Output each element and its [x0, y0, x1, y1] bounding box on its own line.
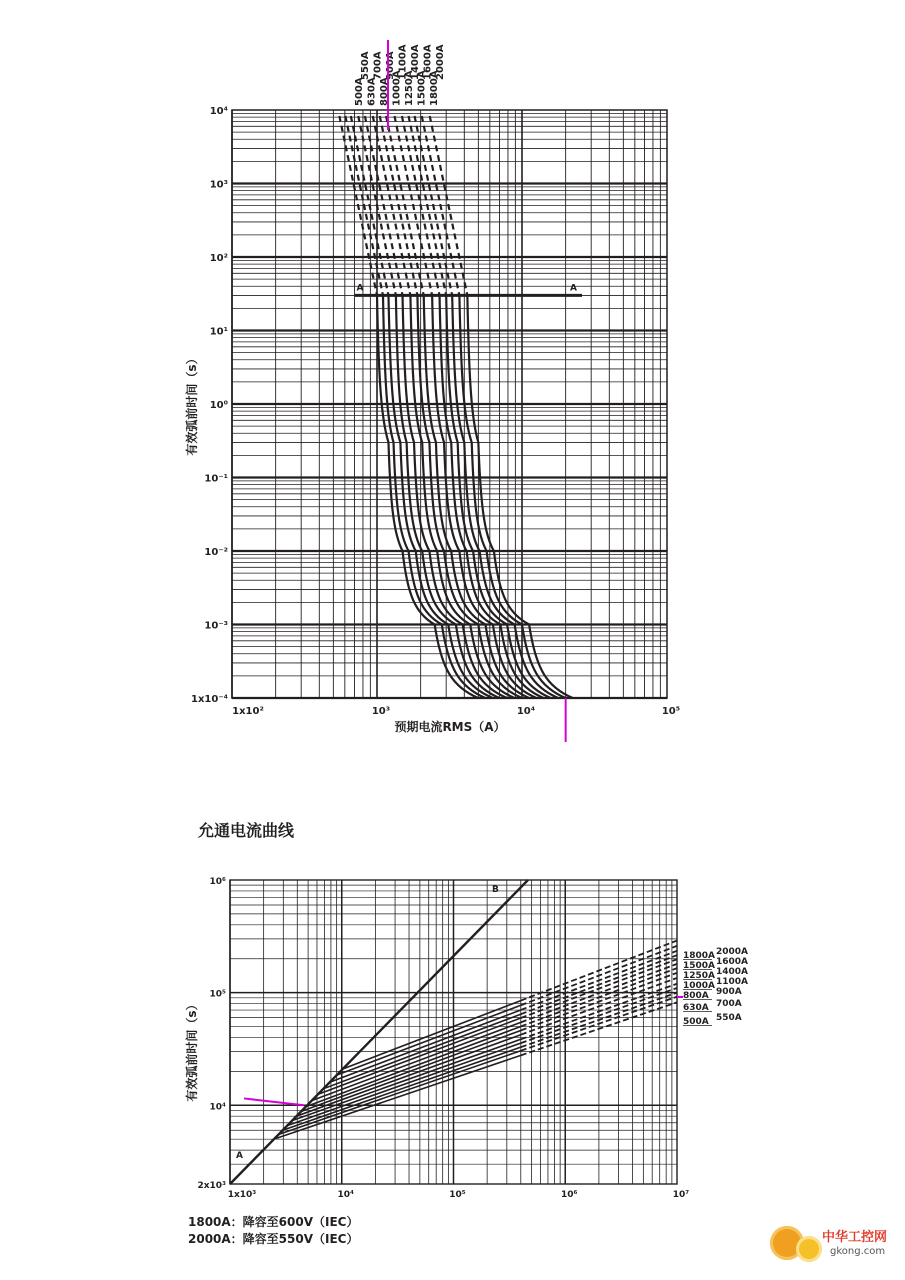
watermark-logo: [770, 1220, 895, 1270]
legend-label: 900A: [385, 51, 396, 80]
legend-label: 550A: [716, 1013, 742, 1023]
line-label-left: A: [356, 283, 364, 294]
derating-notes: [188, 1214, 359, 1248]
legend-label: 2000A: [716, 947, 749, 957]
legend-label: 1500A: [683, 961, 716, 971]
series-solid: [287, 1043, 521, 1125]
watermark-text: 中华工控网: [822, 1230, 888, 1245]
legend-label: 700A: [372, 51, 384, 80]
legend-label: 1400A: [410, 44, 421, 80]
legend-label: 1600A: [422, 44, 434, 80]
curves: [274, 941, 677, 1140]
series-curve: [424, 295, 529, 698]
legend-label: 800A: [379, 77, 390, 106]
legend-label: 900A: [716, 987, 742, 997]
y-tick-label: 1x10⁻⁴: [191, 694, 228, 705]
x-tick-label: 10⁵: [449, 1190, 466, 1200]
note-2000a: 2000A：降容至550V（IEC）: [188, 1232, 359, 1246]
watermark-url: gkong.com: [830, 1246, 886, 1257]
legend-label: 1100A: [397, 44, 409, 80]
legend-label: 1250A: [683, 971, 716, 981]
legend-label: 700A: [716, 999, 742, 1009]
x-axis-label: 预期电流RMS（A）: [394, 720, 506, 734]
legend: [683, 947, 748, 1027]
y-tick-label: 10⁵: [209, 989, 226, 1000]
x-tick-label: 10³: [371, 706, 391, 717]
y-tick-label: 10⁻²: [204, 547, 228, 558]
legend-label: 1000A: [391, 70, 403, 106]
x-tick-label: 10⁷: [672, 1190, 690, 1200]
legend-label: 800A: [683, 991, 709, 1001]
grid: [232, 110, 667, 698]
legend-label: 630A: [366, 77, 378, 106]
grid: [230, 880, 677, 1184]
x-tick-label: 10⁶: [561, 1190, 578, 1200]
y-tick-label: 10⁻³: [204, 620, 228, 632]
y-tick-label: 10⁴: [209, 106, 228, 117]
y-tick-label: 10⁻¹: [204, 473, 228, 485]
legend-label: 630A: [683, 1003, 709, 1013]
y-tick-label: 2x10³: [197, 1181, 226, 1191]
y-tick-label: 10²: [209, 253, 228, 264]
let-through-chart: [0, 860, 905, 1210]
series-curve: [467, 295, 572, 698]
x-tick-label: 10⁵: [661, 706, 681, 717]
y-tick-label: 10⁶: [209, 877, 226, 887]
legend-label: 500A: [683, 1017, 709, 1027]
series-solid: [343, 1001, 521, 1069]
legend-label: 1250A: [404, 70, 415, 106]
legend-label: 1100A: [716, 977, 749, 987]
x-tick-label: 10⁴: [516, 706, 536, 717]
legend-label: 1000A: [683, 981, 716, 991]
line-label-b: B: [492, 885, 499, 895]
y-tick-label: 10⁰: [209, 400, 228, 411]
gear-small-icon: [796, 1236, 822, 1262]
line-label-right: A: [570, 283, 577, 294]
legend-label: 1800A: [429, 70, 440, 106]
y-axis-label: 有效弧前时间（s）: [185, 352, 199, 456]
y-tick-label: 10¹: [209, 326, 228, 338]
legend-label: 1800A: [683, 951, 716, 961]
y-axis-label: 有效弧前时间（s）: [185, 998, 199, 1102]
line-label-a: A: [236, 1151, 243, 1161]
legend-label: 1400A: [716, 967, 749, 977]
legend-label: 500A: [354, 77, 365, 106]
x-tick-label: 1x10²: [232, 706, 264, 717]
legend-label: 1600A: [716, 957, 749, 967]
highlight-marker-left: [244, 1098, 304, 1105]
legend-label: 1500A: [416, 70, 428, 106]
series-curve: [440, 295, 544, 698]
series-curve: [377, 295, 478, 698]
note-1800a: 1800A：降容至600V（IEC）: [188, 1215, 359, 1229]
section-title: 允通电流曲线: [198, 821, 295, 840]
y-tick-label: 10⁴: [209, 1102, 226, 1113]
y-tick-label: 10³: [209, 179, 228, 191]
x-tick-label: 1x10³: [227, 1190, 257, 1200]
series-curve: [459, 295, 565, 698]
legend-label: 2000A: [435, 44, 446, 80]
legend-label: 550A: [360, 51, 371, 80]
x-tick-label: 10⁴: [337, 1190, 354, 1200]
